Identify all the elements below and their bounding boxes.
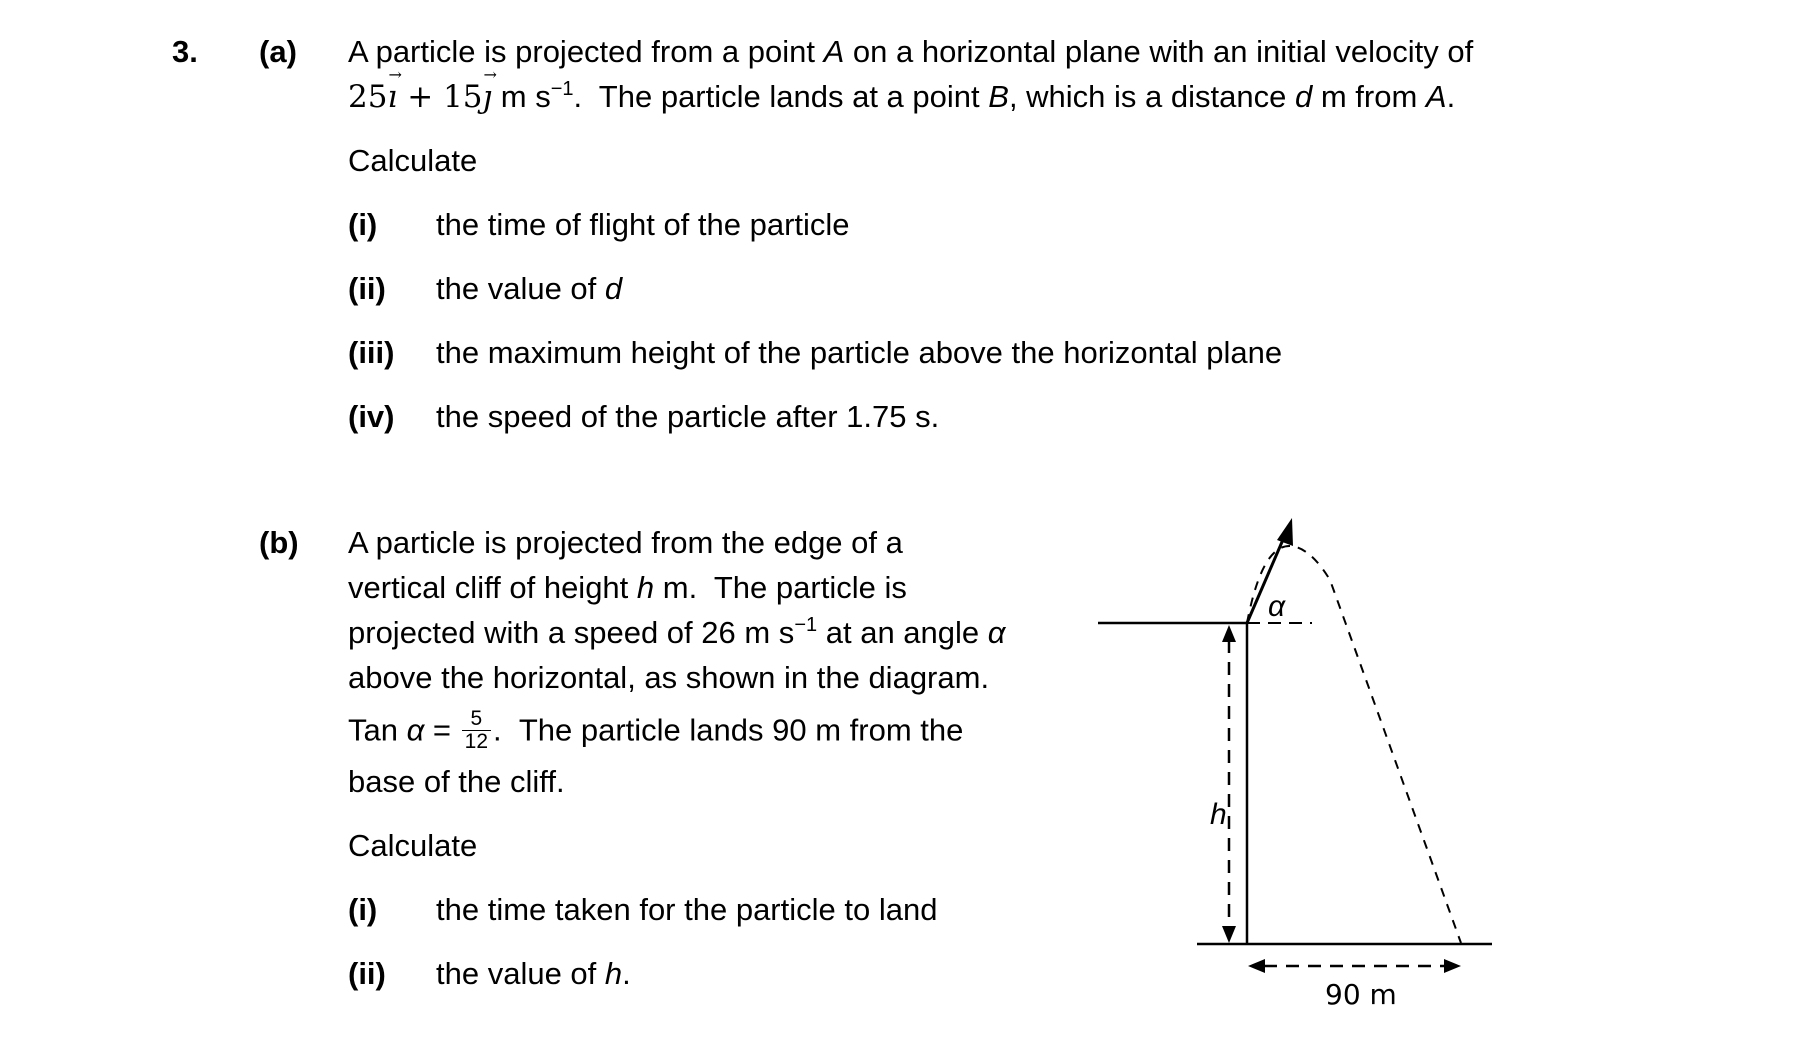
part-a-item-label: (iv) [348,399,395,434]
text: the value of [436,271,605,306]
d-var: d [1294,79,1313,114]
alpha-var: α [987,615,1006,650]
arrow-right-icon [1444,959,1461,973]
arrow-down-icon [1222,926,1236,943]
text: vertical cliff of height [348,570,637,605]
part-b-label: (b) [259,525,299,560]
fraction-numerator: 5 [462,708,491,731]
part-b-item-label: (ii) [348,956,386,991]
text: . [622,956,631,991]
velocity-units: m s [492,79,551,114]
part-a-item-label: (ii) [348,271,386,306]
part-b-calculate: Calculate [348,828,478,863]
velocity-j-coeff: 15 [443,79,483,115]
part-a-label: (a) [259,34,297,69]
d-var: d [604,271,623,306]
text: the value of [436,956,605,991]
equals-sign: = [424,712,460,748]
height-h-label: h [1210,798,1227,831]
point-a-var: A [1425,79,1447,114]
unit-vector-i: → ı [387,79,397,115]
distance-90m-label: 90 m [1325,978,1397,1011]
alpha-var: α [406,712,425,748]
part-a-item-text: the speed of the particle after 1.75 s. [436,399,940,434]
fraction-denominator: 12 [464,730,488,753]
part-b-line1: A particle is projected from the edge of a [348,525,903,560]
part-a-item-text: the time of flight of the particle [436,207,850,242]
h-var: h [604,956,623,991]
text: m. The particle is [654,570,907,605]
text: A particle is projected from a point [348,34,824,69]
velocity-arrowhead-icon [1277,518,1293,546]
text: Tan [348,712,407,748]
point-a-var: A [823,34,845,69]
plus-sign: + [397,79,444,115]
part-b-line4: above the horizontal, as shown in the diagram. [348,660,990,695]
part-b-item-label: (i) [348,892,378,927]
h-var: h [636,570,655,605]
units-exponent: −1 [550,78,574,100]
text: on a horizontal plane with an initial velocity of [844,34,1474,69]
part-b-line6: base of the cliff. [348,764,565,799]
part-a-calculate: Calculate [348,143,478,178]
text: . [1446,79,1456,114]
text: , which is a distance [1008,79,1295,114]
part-b-item-text: the time taken for the particle to land [436,892,938,927]
velocity-i-coeff: 25 [348,79,388,115]
part-a-item-text: the maximum height of the particle above the horizontal plane [436,335,1283,370]
angle-alpha-label: α [1268,590,1286,623]
part-a-item-label: (iii) [348,335,395,370]
unit-vector-j: → ȷ [483,79,493,115]
text: . The particle lands at a point [573,79,989,114]
arrow-up-icon [1222,625,1236,642]
text: m from [1312,79,1426,114]
point-b-var: B [988,79,1009,114]
text: projected with a speed of 26 m s [348,615,795,650]
units-exponent: −1 [794,614,818,636]
question-number: 3. [172,34,198,69]
arrow-left-icon [1248,959,1265,973]
text: at an angle [817,615,988,650]
text: . The particle lands 90 m from the [493,712,964,748]
part-a-item-label: (i) [348,207,378,242]
